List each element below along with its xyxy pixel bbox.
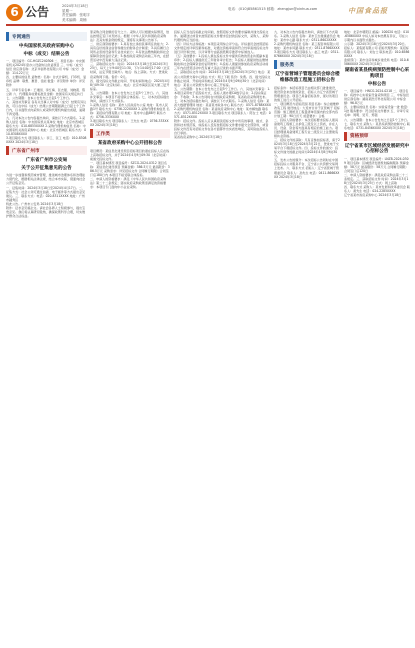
notice-paragraph: 监督部门：某市住房和城乡建设局 电话：010-6586XXXX 2024年3月18日 xyxy=(344,58,409,67)
section-banner xyxy=(90,129,170,138)
notice-paragraph: 附件：征求意见稿全文。请社会各界人士积极参与，提出宝贵意见。我们将认真研究吸纳，确保政策科学合理，切实维护群众合法权益。 xyxy=(6,205,86,218)
section-banner xyxy=(6,146,87,155)
notice-paragraph: 附件：招标文件。投标人应认真阅读招标文件中所有的事项、格式、条款和技术规范等，如投标人没有按照招标文件要求提交全部资料，或者投标文件没有对招标文件在各方面都作出实质性响应，其风险由投标人自行承担。 xyxy=(174,119,269,136)
section-banner-label: 专网通告 xyxy=(12,34,31,40)
notice-paragraph: 三、获取招标文件：时间：2024年3月18日至2024年3月25日，每天上午9:00至11:30，下午14:00至17:00（北京时间，法定节假日除外）。地点：线上获取。方式：登录政府采购网下载。售价：0元。 xyxy=(90,62,170,79)
notice-paragraph: 四、联系方式 采购人：某市发展和改革委员会 联系人：黄先生 电话：024-2285XXXX xyxy=(344,185,410,194)
notice-paragraph: 地址：北京市朝阳区 邮编：100020 电话：010-6586XXXX 中标人如对本结果有异议，可在公示期内以书面形式提出。 xyxy=(344,30,410,43)
issue-meta xyxy=(62,4,122,22)
notice-paragraph: 2.采购代理机构信息 名称：某工程咨询有限公司 地址：某市东风路 联系方式：0311-8766XXXX 3.项目联系方式 项目联系人：赵工 电话：0311-8766XXXX 2024年3月18日 xyxy=(274,42,340,59)
notice-paragraph: 二、投标人资格要求：本次招标要求投标人须具备建筑工程施工总承包三级及以上资质，并在人员、设备、资金等方面具有相应的施工能力。项目经理须具备建筑工程专业二级及以上注册建造师执业资格。 xyxy=(274,117,338,139)
notice-paragraph: 四、主要标的信息 名称：实验室设备一批 数量：1批 服务要求：符合招标文件要求 五、评审专家名单：周明、吴芳、郑强 xyxy=(344,105,410,118)
notice-paragraph: 某省政府采购中心 2024年3月18日 xyxy=(174,135,223,140)
notice-paragraph: 九、对本次公告内容提出询问，请按以下方式联系。1.采购人信息 名称：某市卫生健康委员会 地址：某市中心路 联系方式：0311-8602XXXX xyxy=(274,30,340,43)
notice-title: 关于公开征集意见的公告 xyxy=(21,165,72,171)
notice-paragraph: 一、项目编号：GC-HGZC240306 二、项目名称：中央国家机关2024年度办公设备协议供货项目 三、中标（成交）信息 供应商名称：北京华信科技有限公司 中标（成交）金额：114.22万元 xyxy=(6,59,85,76)
notice-paragraph: 特此公告。广州市公安局 2024年3月18日 xyxy=(6,201,64,206)
notice-paragraph: 七、对本次招标提出询问，请按以下方式联系。1.采购人信息 名称：某省大数据管理局 地址：某省某市政务中心 联系方式：0571-8788XXXX 2.采购代理机构信息 名称：某省政府采购中心 地址：某市解放路 联系方式：0571-8512XXXX 3.项目联系方式 项目联系人：陈女士 电话：0571-8512XXXX xyxy=(174,98,271,119)
section-banner-label: 广东省广州市 xyxy=(12,148,40,154)
notice-paragraph: 二、供应商资格要求：1.具有独立承担民事责任的能力；2.具有良好的商业信誉和健全的财务会计制度；3.具有履行合同所必需的设备和专业技术能力；4.有依法缴纳税收和社会保障资金的良好记录；5.参加政府采购活动前三年内，在经营活动中没有重大违法记录。 xyxy=(90,42,170,63)
notice-title: 广东省广州市公安局 xyxy=(25,158,68,164)
issue-designer: 美术编辑：周楠 xyxy=(62,17,87,22)
notice-title: 中央国家机关政府采购中心 xyxy=(18,44,75,49)
notice-paragraph: 项目概况：某信息化建设项目招标项目的潜在投标人应在线上获取招标文件，并于2024年4月9日09:30（北京时间）前递交投标文件。 xyxy=(90,148,170,161)
notice-paragraph: 投标人应当在投标截止时间前，按照招标文件的要求编制并递交投标文件。逾期送达或者未按照招标文件要求密封的投标文件，采购人、采购代理机构应当拒收。 xyxy=(174,30,269,43)
notice-paragraph: 招标条件：本招标项目已由相关部门批准建设，建设资金来自财政资金，招标人为辽宁省营城子管理委员会。项目已具备招标条件，现对该项目的施工进行公开招标。 xyxy=(274,85,338,102)
notice-paragraph: 九、凡对本次公告内容提出询问，请按以下方式联系。1.采购人信息 名称：中央国家机关某单位 地址：北京市西城区 联系方式：010-6855XXXX 2.采购代理机构信息 名称：中央国家机关政府采购中心 地址：北京市西城区 联系方式：010-8308XXXX xyxy=(6,115,87,137)
section-banner-label: 资格预审 xyxy=(350,134,369,140)
notice-paragraph: 一、项目基本情况 项目编号：SZCG-2024-0312 项目名称：某信息化建设项目 预算金额：386.5万元 最高限价：386.5万元 采购需求：详见招标文件 合同履行期限：合同签订后180日内 本项目不接受联合体投标。 xyxy=(90,160,170,177)
notice-paragraph: 五、公告期限：自本公告发布之日起5个工作日。六、其他补充事宜：本项目不接受联合体投标。七、对本次招标提出询问，请按以下方式联系。 xyxy=(90,90,170,103)
notice-paragraph: 三、招标文件的获取：凡有意参加投标者，请于2024年3月18日至2024年3月22日，登录电子交易平台下载招标文件。四、投标文件的递交：投标文件递交的截止时间为2024年4月8日9时30分。 xyxy=(274,138,340,159)
notice-paragraph: 公示期：2024年3月18日至2024年3月20日。招标人：某集团有限公司 招标代理机构：某招标有限公司 联系人：刘女士 联系电话：010-6586XXXX xyxy=(344,42,410,59)
header-rule xyxy=(6,24,409,26)
issue-date: 2024年3月18日 xyxy=(62,4,89,8)
notice-paragraph: 一、项目基本情况 项目编号：LNZB-2024-0309 项目名称：区域经济发展规划编制服务 预算金额：58万元 最高限价：58万元 合同履行期限：合同签订后120日 xyxy=(344,156,409,173)
column-5 xyxy=(344,30,410,642)
notice-paragraph: （四）评标方法和标准：本项目采用综合评分法。评标委员会按照招标文件规定的评审因素和标准，对通过资格审查和符合性审查的投标文件进行评价和比较，以评审得分由高到低顺序推荐中标候选人。 xyxy=(174,42,269,55)
notice-paragraph: 四、主要标的信息 货物类：名称：台式计算机、打印机、复印机 品牌：联想、惠普、佳能 数量：详见附件 单价：详见附件 xyxy=(6,75,87,88)
notice-paragraph: 四、提交投标文件截止时间、开标时间和地点：2024年4月8日09:30（北京时间）。地点：北京市海淀区某大厦三层开标室。 xyxy=(90,78,170,91)
notice-title: 湖南省某县疾病预防控制中心采购项目 xyxy=(344,68,410,80)
column-1 xyxy=(6,30,87,642)
notice-paragraph: 1.采购人信息 名称：某市人民政府办公室 地址：某市人民路1号 联系方式：0756-222XXXX 2.采购代理机构信息 名称：某招标代理有限公司 地址：某市中山路88号 联系方式：0756-333XXXX xyxy=(90,102,170,119)
notice-title: 辽宁省某市区域经济发展研究中心招标公告 xyxy=(344,143,410,155)
column-2 xyxy=(90,30,170,642)
notice-paragraph: 3.项目联系方式 项目联系人：王先生 电话：0756-333XXXX 2024年3月18日 xyxy=(90,119,169,128)
notice-paragraph: （五）其他要求：1.投标人须在投标文件中提供有效的营业执照副本复印件；2.投标人须提供近三年财务审计报告；3.投标人须提供依法缴纳税收和社会保障资金的证明材料；4.投标人须提供参加政府采购活动前三年内在经营活动中没有重大违法记录的书面声明。 xyxy=(174,54,269,71)
notice-title: 辽宁省营城子管理委员会综合楼维修改造工程施工招标公告 xyxy=(275,72,340,83)
page-header xyxy=(0,0,415,24)
notice-paragraph: 一、征集时间：2024年3月18日至2024年4月17日。二、征集方式：社会公众可通过信函、电子邮件等方式提出意见建议。三、联系方式：电话：020-8311XXXX 地址：广州市越秀区 xyxy=(6,185,86,202)
notice-paragraph: 原采购合同金额的百分之十。采购人可以根据实际情况，依法按规定签订补充协议。根据《中华人民共和国政府采购法》及其实施条例的规定，现将有关事项公告如下。 xyxy=(90,30,170,43)
issue-editor: 责任编辑：张明宇 xyxy=(62,13,90,17)
notice-title: 中标公告 xyxy=(367,81,387,87)
notice-paragraph: 为进一步加强和规范城市管理，推进城市治理体系和治理能力现代化，根据相关法律法规，结合本市实际，现面向社会公开征集意见。 xyxy=(6,173,86,186)
page-number: 6 xyxy=(6,4,23,21)
notice-paragraph: 一、项目概况与招标范围 项目名称：综合楼维修改造工程 建设地点：大连市甘井子区营城子 招标范围：施工图纸及工程量清单范围内的全部内容 计划工期：90日历天 质量要求：合格 xyxy=(274,101,340,118)
column-3 xyxy=(174,30,271,642)
newspaper-logo: 中国食品报 xyxy=(348,6,388,15)
section-title: 公告 xyxy=(25,5,50,19)
notice-paragraph: 辽宁省某市政府采购中心 2024年3月18日 xyxy=(344,193,402,198)
notice-paragraph: 二、申请人的资格要求：满足《中华人民共和国政府采购法》第二十二条规定；落实政府采购政策需满足的资格要求：本项目专门面向中小企业采购。 xyxy=(90,177,167,190)
section-banner xyxy=(6,32,87,41)
section-banner-label: 服务类 xyxy=(280,62,294,68)
notice-title: 中标（成交）结果公告 xyxy=(23,51,70,57)
section-banner xyxy=(274,60,341,69)
notice-paragraph: 一、项目编号：HNCG-2024-0218 二、项目名称：疾控中心实验室设备采购项目 三、中标信息 供应商名称：湖南某医疗科技有限公司 中标金额：96.8万元 xyxy=(344,89,409,106)
notice-paragraph: 三、获取招标文件 时间：2024年3月18日至2024年3月25日 地点：某省公共资源交易中心网站 方式：网上下载 售价：免费。四、提交投标文件截止时间、开标时间和地点 2024年4月9日09时30分（北京时间） 地点：某省公共资源交易中心第三开标室。 xyxy=(174,70,271,87)
notice-paragraph: 3.项目联系方式 项目联系人：李工、张工 电话：010-8308XXXX 2024年3月18日 xyxy=(6,136,87,145)
contact-note: 电话：(010)85861515 邮箱：zhengjun@xinhua.com xyxy=(228,7,318,11)
notice-paragraph: 五、公告期限：自本公告发布之日起5个工作日。六、其他补充事宜：1.本项目采用电子招投标方式，投标人须办理CA数字证书；2.投标保证金：不收取；3.本公告同时在中国政府采购网、某省政府采购网发布。 xyxy=(174,86,271,99)
notice-paragraph: 八、其他补充事宜 各有关当事人对中标（成交）结果有异议的，可以在中标（成交）结果公告期限届满之日起七个工作日内，以书面形式向采购人或采购代理机构提出质疑，逾期不再受理。 xyxy=(6,99,87,116)
notice-title: 某省政府采购中心公开招标公告 xyxy=(97,141,163,147)
section-banner xyxy=(344,132,410,141)
notice-paragraph: 五、评审专家名单：王建国、李红梅、张志强、刘晓燕、陈立新 六、代理服务收费标准及金额：按国家有关规定执行 七、公告期限：自本公告发布之日起1个工作日。 xyxy=(6,87,86,100)
notice-paragraph: 五、发布公告的媒介：本次招标公告同时在中国招标投标公共服务平台、辽宁省公共资源交易网上发布。六、联系方式 招标人：辽宁省营城子管理委员会 联系人：孙先生 电话：0411-8666XXXX 2024年3月18日 xyxy=(274,158,340,179)
issue-weekday: 星期一 xyxy=(62,8,73,13)
column-4 xyxy=(274,30,341,642)
section-banner-label: 工作类 xyxy=(96,131,110,137)
notice-paragraph: 二、申请人资格要求：满足政府采购法第二十二条规定。三、获取招标文件 时间：2024年3月18日至2024年3月25日 方式：网上获取 xyxy=(344,173,409,186)
notice-paragraph: 六、公告期限：自本公告发布之日起1个工作日。七、联系方式 采购人：某县疾病预防控制中心 联系电话：0731-8456XXXX 2024年3月18日 xyxy=(344,117,410,130)
